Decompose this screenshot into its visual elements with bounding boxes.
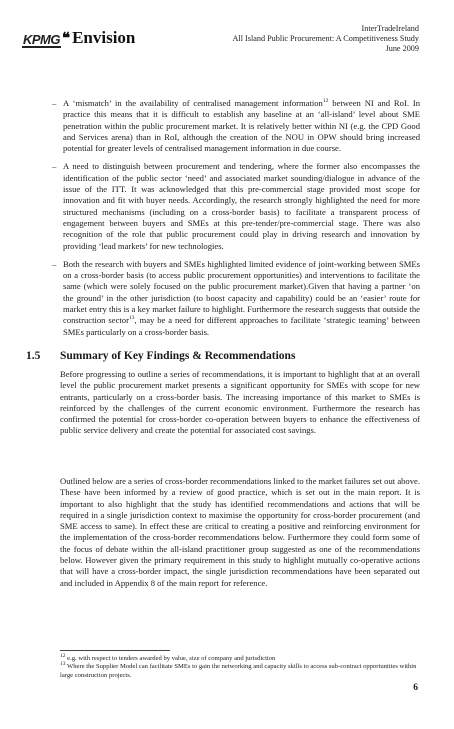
kpmg-logo: KPMG [23,32,60,47]
dash-icon: – [52,258,57,269]
envision-logo-text: Envision [72,28,136,47]
section-title: Summary of Key Findings & Recommendations [60,350,296,362]
footnote-ref: 13 [128,315,135,322]
body-paragraph: Before progressing to outline a series of recommendations, it is important to highlight that at an overall level the public procurement market presents a significant opportunity for SMEs with scope for new entrants, particularly on a cross-border basis. The increasing importance of this market to SMEs is reinforced by the challenges of the current economic environment. Furthermore the research has confirmed the potential for cross-border co-operation between buyers to enhance the effectiveness of public service delivery and create the potential for associated cost savings. [60,369,420,436]
header-study-title: All Island Public Procurement: A Competitiveness Study [232,34,419,43]
body-paragraph: Outlined below are a series of cross-border recommendations linked to the market failures set out above. These have been informed by a review of good practice, which is set out in the main report. It is important to also highlight that the study has identified recommendations and actions that will be required in a single jurisdiction context to maximise the opportunity for cross-border procurement (and SME access to same). In effect these are critical to creating a positive and reinforcing environment for the implementation of the cross-border recommendations below. Furthermore they could form some of the focus of debate within the all-island practitioner group suggested as one of the recommendations below. However given the primary requirement in this study to highlight mutually co-operative actions that will have a cross-border impact, the single jurisdiction recommendations have been separated out and included in Appendix 8 of the main report for reference. [60,476,420,588]
dash-icon: – [52,161,57,172]
bullet-text: A ‘mismatch’ in the availability of centralised management information [63,98,323,108]
footnote [60,663,420,680]
bullet-item [52,259,420,338]
bullet-text: , may be a need for different approaches to facilitate ‘strategic teaming’ between SMEs particularly on a cross-border basis. [63,315,420,337]
bullet-item [52,161,420,251]
header-date: June 2009 [385,44,419,53]
envision-logo [62,28,135,48]
bullet-list [52,98,420,345]
footnote-number: 13 [60,661,66,668]
header-org: InterTradeIreland [361,24,419,33]
footnotes [60,652,420,680]
footnote-ref: 12 [322,98,329,105]
section-number: 1.5 [26,350,41,362]
envision-mark-icon: ❝ [62,31,71,47]
page-number: 6 [413,683,418,693]
bullet-item [52,98,420,154]
bullet-text: A need to distinguish between procurement and tendering, where the former also encompasses the identification of the public sector ‘need’ and associated market sounding/dialogue in advance of the issue of the ITT. It was acknowledged that this pre-commercial stage provided most scope for innovation and fit with buyer needs. Accordingly, the research strongly highlighted the need for more structured mechanisms (including on a cross-border basis) to facilitate a transparent process of engagement between buyers and SMEs at this pre-tender/pre-commercial stage. There was also recognition of the role that public procurement could play in driving research and innovation by providing ‘lead markets’ for new technologies. [63,161,420,251]
running-header [233,24,419,54]
footnote-divider [60,650,170,651]
bullet-text: between NI and RoI. In practice this means that it is difficult to establish any baseline at an ‘all-island’ level about SME penetration within the public procurement market. It is relatively better within NI (e.g. the CPD Good and Services arena) than in RoI, although the creation of the NOU in OPW should bring increased potential for greater levels of centralised management information in due course. [63,98,420,154]
bullet-text: Both the research with buyers and SMEs highlighted limited evidence of joint-working between SMEs on a cross-border basis (to access public procurement opportunities) and interventions to facilitate the same (which were solely focused on the public procurement market).Given that having a partner ‘on the ground’ in the other jurisdiction (to boost capacity and capability) could be an ‘easier’ route for market entry this is a key market failure to highlight. Furthermore the research suggests that outside the construction sector [63,258,420,326]
footnote-number: 12 [60,652,66,659]
footnote-text: e.g. with respect to tenders awarded by value, size of company and jurisdiction [65,655,276,662]
footnote-text: Where the Supplier Model can facilitate SMEs to gain the networking and capacity skills to access sub-contract opportunities within large construction projects. [60,663,417,679]
dash-icon: – [52,98,57,108]
